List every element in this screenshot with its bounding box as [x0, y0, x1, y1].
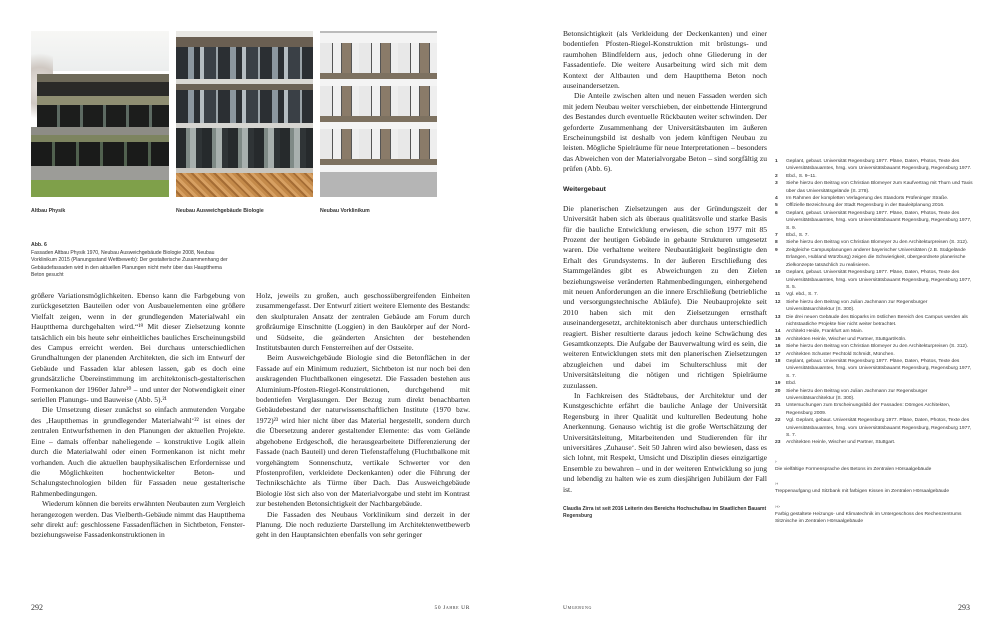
footnote-text: Ebd., S. 7.: [786, 233, 809, 239]
photo-ausweichgebaeude-biologie: [176, 31, 313, 197]
caption-marker: ››: [775, 482, 779, 488]
paragraph: Wiederum können die bereits erwähnten Neubauten zum Vergleich herangezogen werden. Das Vielberth-Gebäude nimmt das Hauptthema sehr direkt auf: geschlossene Fassadenflächen in Sichtbeton, Fenster- beziehungsweise Fassadenkonstruktionen in: [31, 499, 245, 540]
footnote-number: 21: [775, 403, 781, 409]
footnote-text: Architekten Schuster Pechtold Schmidt, München.: [786, 351, 895, 357]
footnote-number: 16: [775, 344, 781, 350]
right-margin-column: [775, 158, 973, 525]
footnote-number: 15: [775, 336, 781, 342]
running-head-left: 50 Jahre UR: [434, 605, 470, 611]
footnote: [775, 202, 973, 209]
footnote: [775, 291, 973, 298]
footnote-text: Architekten Heinle, Wischer und Partner, Stuttgart.: [786, 440, 896, 446]
footnote: [775, 232, 973, 239]
footnote-text: Ebd.: [786, 381, 797, 387]
image-caption-vorklinikum: Neubau Vorklinikum: [320, 208, 370, 214]
footnote-number: 19: [775, 381, 781, 387]
paragraph: Beim Ausweichgebäude Biologie sind die Betonflächen in der Fassade auf ein Minimum reduziert, Sichtbeton ist nur noch bei den auskragenden Fluchtbalkonen eingesetzt. Die Fassaden bestehen aus Aluminium-Pfosten-Riegel-Konstruktionen, durchgehend mit bodentiefen Verglasungen. Der Bezug zum direkt benachbarten Gebäudebestand der naturwissenschaftlichen Institute (1970 bzw. 1972)²³ wird hier nicht über das Material hergestellt, sondern durch die Übersetzung anderer gestaltender Elemente: das vom Gelände abgehobene Erdgeschoß, die herausgearbeitete Differenzierung der Fassade (nach Bauteil) und deren Tiefenstaffelung (Fluchtbalkone mit vorgehängtem Sonnenschutz, vertikale Schwerter vor den Pfostenprofilen, verkleidete Deckenkanten) oder die Führung der Technikschächte als Türme über Dach. Das Ausweichgebäude Biologie löst sich also von der Materialvorgabe und steht im Kontrast zur bestehenden Betonsichtigkeit der Nachbargebäude.: [256, 353, 470, 509]
left-column-1: [31, 291, 245, 541]
figure-label: Abb. 6: [31, 242, 47, 248]
section-heading: Weitergebaut: [563, 185, 606, 193]
footnote-number: 3: [775, 181, 778, 187]
footnote-number: 10: [775, 270, 781, 276]
footnote: [775, 417, 973, 439]
left-column-2: [256, 291, 470, 541]
paragraph: Die Fassaden des Neubaus Vorklinikum sind derzeit in der Planung. Die noch reduzierte Darstellung im Architektenwettbewerb geht in den Hauptansichten ebenfalls von sehr geringer: [256, 509, 470, 540]
footnote-number: 4: [775, 196, 778, 202]
paragraph: Die Anteile zwischen alten und neuen Fassaden werden sich mit jedem Neubau weiter verschieben, der einbettende Hintergrund des Bestandes durch eventuelle Rückbauten weiter schwinden. Der geforderte Zusammenhang der Universitätsbauten im äußeren Erscheinungsbild ist deshalb von jedem künftigen Neubau zu leisten. Mögliche Spielräume für neue Interpretationen – besonders das Abweichen von der Materialvorgabe Beton – sind sorgfältig zu prüfen (Abb. 6).: [563, 91, 767, 174]
footnote-text: Siehe hierzu den Beitrag von Christian Blomeyer zum Kaufvertrag mit Thurn und Taxis über das Universitätsgelände (S. 278).: [786, 181, 973, 194]
running-head-right: Umgebung: [563, 605, 592, 611]
footnote-text: Geplant, gebaut. Universität Regensburg 1977. Pläne, Daten, Photos, Texte des Universitätsbauamtes, hrsg. vom Universitätsbauamt Regensburg, Regensburg 1977, S. 9.: [786, 210, 972, 231]
footnote: [775, 388, 973, 403]
footnote: [775, 247, 973, 269]
footnote-number: 8: [775, 240, 778, 246]
footnote: [775, 314, 973, 329]
photo-caption-2: [775, 481, 973, 495]
footnote-number: 18: [775, 358, 781, 364]
footnote: [775, 158, 973, 173]
footnote-number: 17: [775, 351, 781, 357]
footnote-number: 12: [775, 299, 781, 305]
caption-text: Farbig gestaltete Heizungs- und Klimatechnik im Untergeschoss des Rechenzentrums Sitznische im Zentralen Hörsaalgebäude: [775, 511, 962, 525]
footnote: [775, 343, 973, 350]
footnote-text: Siehe hierzu den Beitrag von Christian Blomeyer zu den Architekturpreisen (S. 312).: [786, 344, 969, 350]
footnote: [775, 239, 973, 246]
footnote-number: 20: [775, 388, 781, 394]
footnote-text: Siehe hierzu den Beitrag von Julian Jachmann zur Regensburger Universitätsarchitektur (S. 300).: [786, 299, 928, 313]
footnote-text: Untersuchungen zum Erscheinungsbild der Fassaden: Dömges Architekten, Regensburg 2009.: [786, 403, 951, 416]
footnote-text: Geplant, gebaut. Universität Regensburg 1977. Pläne, Daten, Photos, Texte des Universitätsbauamtes, hrsg. vom Universitätsbauamt Regensburg, Regensburg 1977.: [786, 159, 972, 172]
footnote: [775, 336, 973, 343]
photo-altbau-physik: [31, 31, 169, 197]
paragraph: Betonsichtigkeit (als Verkleidung der Deckenkanten) und einer bodentiefen Pfosten-Riegel-Konstruktion mit brüstungs- und raumhohen Blindfeldern aus, jedoch ohne Gliederung in der Fassadentiefe. Die weitere Ausarbeitung wird sich mit dem Kontext der Altbauten und dem Hauptthema Beton noch auseinandersetzen.: [563, 29, 767, 91]
footnote-text: Offizielle Bezeichnung der Stadt Regensburg in der Bauleitplanung 2016.: [786, 203, 945, 209]
paragraph: größere Variationsmöglichkeiten. Ebenso kann die Farbgebung von zurückgesetzten Bauteilen oder von Ausbauelementen eine größere Vielfalt zeigen, wenn in der grundlegenden Materialwahl ein Hauptthema durchgehalten wird.“¹⁹ Mit dieser Zielsetzung konnte tatsächlich ein bis heute sehr einheitliches bauliches Erscheinungsbild des Campus erreicht werden. Bei durchaus unterschiedlichen Grundhaltungen der planenden Architekten, die sich im Entwurf der Gebäude und Fassaden klar ablesen lassen, gab es doch eine grundsätzliche Übereinstimmung im architektonisch-gestalterischen Formenkanon der 1960er Jahre²⁰ – und unter der Notwendigkeit einer seriellen Planungs- und Bauweise (Abb. 5).²¹: [31, 291, 245, 405]
footnote: [775, 180, 973, 195]
drawing-neubau-vorklinikum: [320, 31, 437, 197]
footnote: [775, 328, 973, 335]
footnote-number: 22: [775, 418, 781, 424]
footnote-text: Geplant, gebaut. Universität Regensburg 1977. Pläne, Daten, Photos, Texte des Universitätsbauamtes, hrsg. vom Universitätsbauamt Regensburg, Regensburg 1977, S. 7.: [786, 358, 972, 379]
caption-text: Treppenaufgang und Sitzbank mit farbigen Kissen im Zentralen Hörsaalgebäude: [775, 489, 950, 495]
footnote: [775, 402, 973, 417]
caption-marker: ›: [775, 459, 777, 465]
caption-marker: ›››: [775, 504, 780, 510]
photo-caption-3: [775, 504, 973, 526]
photo-caption-1: [775, 459, 973, 473]
paragraph: Die planerischen Zielsetzungen aus der Gründungszeit der Universität haben sich als überaus qualitätsvolle und starke Basis für die bauliche Entwicklung erwiesen, die schon 1977 mit 85 Prozent der heutigen Gebäude in gebaute Strukturen umgesetzt waren. Die verhaltene weitere Neubautätigkeit begünstigte den Erhalt des Grundsystems. In der äußeren Erschließung des Stammgeländes gibt es Abweichungen zu den Zielen beziehungsweise veränderten Rahmenbedingungen, einhergehend mit neuen Anforderungen an die innere Erschließung (betriebliche und versorgungstechnische Abläufe). Die Neubauprojekte seit 2010 haben sich mit den Zielsetzungen ernsthaft auseinandergesetzt, architektonisch aber durchaus unterschiedlich reagiert. Bisher resultierte daraus jedoch keine Schwächung des Gesamtkonzepts. Die Aufgabe der Bauverwaltung wird es sein, die weiteren Entwicklungen stets mit den planerischen Zielsetzungen abzugleichen und dabei im Schulterschluss mit der Universitätsleitung die nötigen und richtigen Spielräume zuzulassen.: [563, 203, 767, 390]
right-column-main: [563, 29, 767, 521]
footnote: [775, 358, 973, 380]
footnote-number: 2: [775, 173, 778, 179]
footnotes: [775, 158, 973, 447]
footnote: [775, 173, 973, 180]
footnote-text: Die drei neuen Gebäude des Bioparks im östlichen Bereich des Campus werden als nichtstaatliche Projekte hier nicht weiter betrachtet.: [786, 314, 968, 327]
footnote-number: 11: [775, 292, 781, 298]
footnote-number: 14: [775, 329, 781, 335]
footnote-number: 9: [775, 247, 778, 253]
footnote-text: Zeitgleiche Campusplanungen anderer bayerischer Universitäten (z.B. Südgelände Erlangen, Hubland Würzburg) zeigen die Schwierigkeit, übergeordnete planerische Zielkonzepte tatsächlich zu realisieren.: [786, 247, 966, 268]
page-number-right: 293: [958, 603, 970, 612]
footnote-number: 13: [775, 314, 781, 320]
footnote-text: Ebd., S. 9–11.: [786, 173, 817, 179]
footnote-number: 7: [775, 233, 778, 239]
footnote-text: Architekten Heinle, Wischer und Partner, Stuttgart/Köln.: [786, 336, 907, 342]
footnote-text: Architekt Heide, Frankfurt am Main.: [786, 329, 863, 335]
footnote: [775, 380, 973, 387]
footnote-text: Vgl. Geplant, gebaut. Universität Regensburg 1977. Pläne, Daten, Photos, Texte des Universitätsbauamtes, hrsg. vom Universitätsbauamt Regensburg, Regensburg 1977, S. 7.: [786, 418, 972, 439]
caption-text: Die vielfältige Formensprache des Betons im Zentralen Hörsaalgebäude: [775, 467, 932, 473]
footnote: [775, 299, 973, 314]
footnote-text: Vgl. ebd., S. 7.: [786, 292, 819, 298]
paragraph: In Fachkreisen des Städtebaus, der Architektur und der Kunstgeschichte erfährt die bauliche Anlage der Universität Regensburg in ihrer Qualität und kulturellen Bedeutung hohe Anerkennung. Genauso wichtig ist die große Wertschätzung der Universitätsleitung, Mitarbeitenden und Studierenden für ihr universitäres ‚Zuhause‘. Seit 50 Jahren wird also bewiesen, dass es sich lohnt, mit Respekt, Umsicht und Disziplin dieses einzigartige Ensemble zu bewahren – und in der weiteren Entwicklung so jung und lebendig zu halten wie es zum diesjährigen Jubiläum der Fall ist.: [563, 391, 767, 494]
footnote: [775, 210, 973, 232]
footnote-text: Geplant, gebaut. Universität Regensburg 1977. Pläne, Daten, Photos, Texte des Universitätsbauamtes, hrsg. vom Universitätsbauamt Regensburg, Regensburg 1977, S. 5.: [786, 270, 972, 290]
figure-caption: Fassaden Altbau Physik 1970, Neubau Ausweichgebäude Biologie 2008, Neubau Vorklinikum 2015 (Planungsstand Wettbewerb): Der gestalterische Zusammenhang der Gebäudefassaden wird in den aktuellen Planungen nicht mehr über das Hauptthema Beton gesucht: [31, 250, 228, 278]
footnote-number: 5: [775, 203, 778, 209]
footnote-number: 23: [775, 440, 781, 446]
image-caption-biologie: Neubau Ausweichgebäude Biologie: [176, 208, 264, 214]
image-caption-altbau-physik: Altbau Physik: [31, 208, 66, 214]
paragraph: Die Umsetzung dieser zunächst so einfach anmutenden Vorgabe des ‚Hauptthemas in grundlegender Materialwahl‘²² ist eines der zentralen Entwurfsthemen in den Planungen der aktuellen Projekte. Eine – damals offenbar naheliegende – konstruktive Logik allein durch die Materialwahl oder einen Formenkanon ist nicht mehr vorhanden. Auch die aktuellen bauphysikalischen Erfordernisse und die Möglichkeiten hochentwickelter Beton- und Schalungstechnologien bilden für Fassaden neue gestalterische Rahmenbedingungen.: [31, 405, 245, 498]
author-bio: Claudia Zirra ist seit 2016 Leiterin des Bereichs Hochschulbau im Staatlichen Bauamt Regensburg: [563, 506, 767, 520]
footnote: [775, 269, 973, 291]
footnote-text: Im Rahmen der kompletten Verlagerung des Standorts Prüfeninger Straße.: [786, 196, 949, 202]
footnote-text: Siehe hierzu den Beitrag von Julian Jachmann zur Regensburger Universitätsarchitektur (S. 300).: [786, 388, 928, 401]
footnote-number: 6: [775, 210, 778, 216]
footnote-number: 1: [775, 159, 778, 164]
footnote: [775, 195, 973, 202]
footnote: [775, 439, 973, 446]
page-number-left: 292: [31, 603, 43, 612]
paragraph: Holz, jeweils zu großen, auch geschossübergreifenden Einheiten zusammengefasst. Der Entwurf zitiert weitere Elemente des Bestands: den skulpturalen Ansatz der zentralen Gebäude am Forum durch großräumige Einschnitte (Loggien) in den Baukörper auf der Nord- und Südseite, die geänderten Ansichten der bestehenden Institutsbauten durch Fensterreihen auf der Ostseite.: [256, 291, 470, 353]
footnote-text: Siehe hierzu den Beitrag von Christian Blomeyer zu den Architekturpreisen (S. 312).: [786, 240, 969, 246]
footnote: [775, 351, 973, 358]
